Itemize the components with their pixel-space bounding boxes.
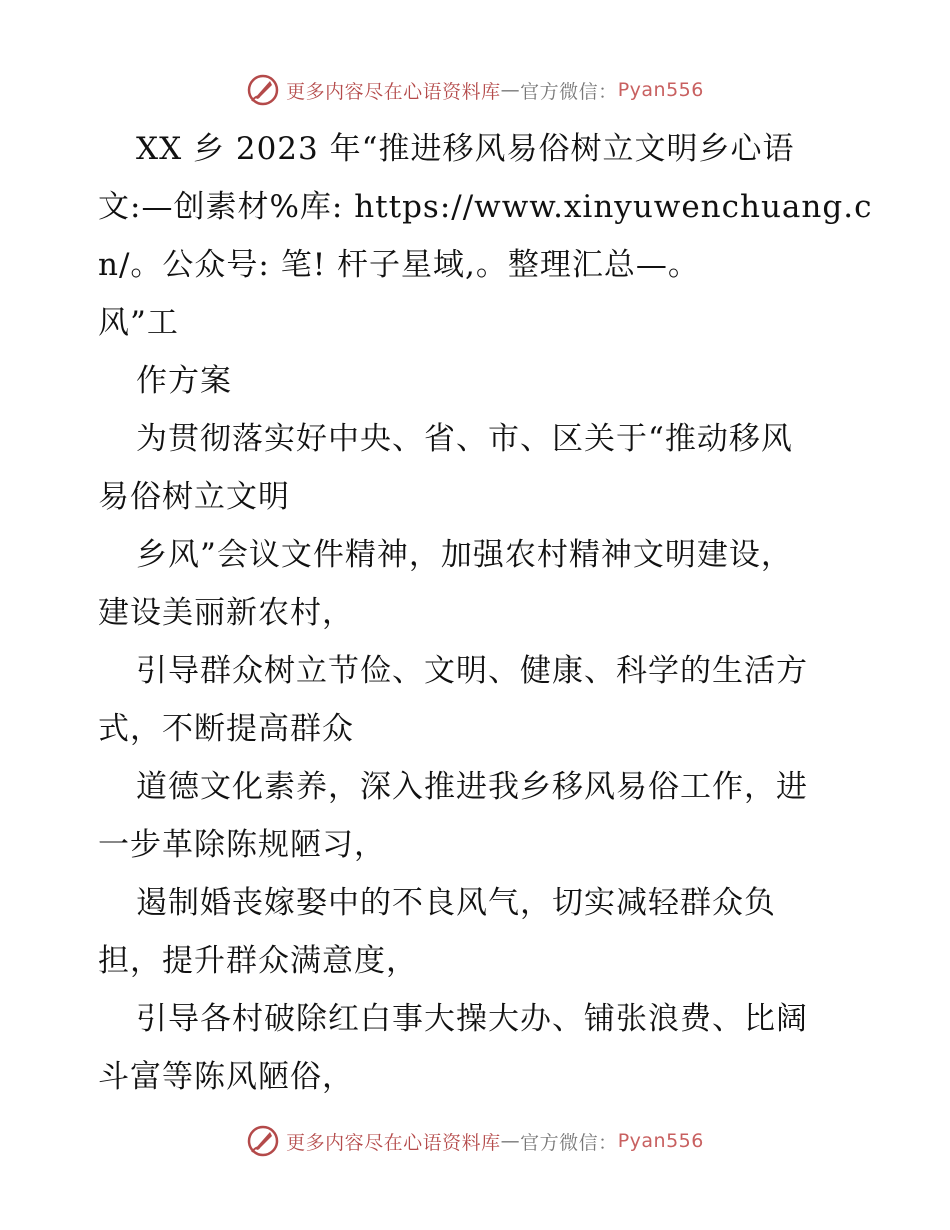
banner-wechat-id: Pyan556 (617, 79, 704, 101)
doc-line: 易俗树立文明 (98, 479, 290, 515)
doc-line: 文:—创素材%库: https://www.xinyuwenchuang.c (98, 189, 873, 225)
banner-dash: — (500, 1130, 521, 1152)
banner-dash: — (500, 79, 521, 101)
quill-pen-logo-icon (246, 73, 280, 107)
doc-line: 引导群众树立节俭、文明、健康、科学的生活方 (136, 653, 808, 689)
banner-site-text: 更多内容尽在心语资料库 (286, 80, 501, 103)
doc-line: 乡风”会议文件精神，加强农村精神文明建设， (136, 537, 793, 573)
document-body (98, 120, 873, 1106)
doc-line: XX 乡 2023 年“推进移风易俗树立文明乡心语 (136, 131, 795, 167)
doc-line: n/。公众号: 笔! 杆子星域,。整理汇总—。 (98, 247, 700, 283)
doc-line: 式，不断提高群众 (98, 711, 354, 747)
banner-wechat-label: 官方微信： (520, 1131, 618, 1154)
doc-line: 一步革除陈规陋习， (98, 827, 386, 863)
doc-line: 作方案 (136, 363, 232, 399)
doc-line: 建设美丽新农村， (98, 595, 354, 631)
doc-line: 遏制婚丧嫁娶中的不良风气，切实减轻群众负 (136, 885, 776, 921)
footer-watermark-banner (0, 1121, 950, 1161)
doc-line: 引导各村破除红白事大操大办、铺张浪费、比阔 (136, 1001, 808, 1037)
doc-line: 风”工 (98, 305, 179, 341)
doc-line: 道德文化素养，深入推进我乡移风易俗工作，进 (136, 769, 808, 805)
banner-wechat-id: Pyan556 (617, 1130, 704, 1152)
doc-line: 为贯彻落实好中央、省、市、区关于“推动移风 (136, 421, 793, 457)
banner-site-text: 更多内容尽在心语资料库 (286, 1131, 501, 1154)
banner-wechat-label: 官方微信： (520, 80, 618, 103)
quill-pen-logo-icon (246, 1124, 280, 1158)
doc-line: 斗富等陈风陋俗， (98, 1059, 354, 1095)
doc-line: 担，提升群众满意度， (98, 943, 418, 979)
header-watermark-banner (0, 70, 950, 110)
